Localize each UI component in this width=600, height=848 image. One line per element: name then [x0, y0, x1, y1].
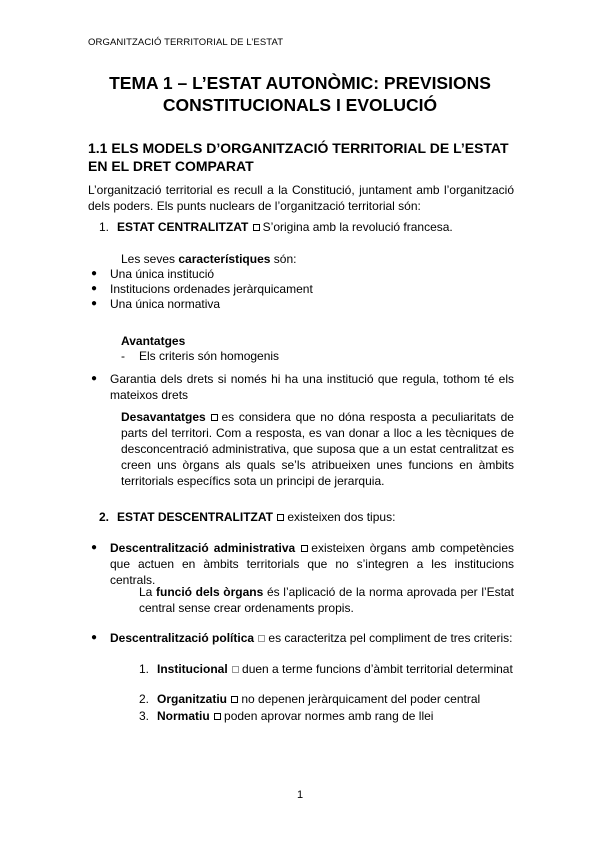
- page-title: TEMA 1 – L’ESTAT AUTONÒMIC: PREVISIONS: [109, 73, 491, 93]
- item-2-line: [117, 509, 395, 525]
- criterion-item: Institucional duen a terme funcions d’àmbit territorial determinat: [157, 662, 513, 676]
- feature-item: Una única institució: [110, 267, 215, 281]
- arrow-box-icon: [211, 414, 218, 421]
- admin-text: existeixen òrgans amb competències que actuen en àmbits territorials que no s’integren a les institucions centrals.: [110, 541, 515, 587]
- section-heading-line-2: EN EL DRET COMPARAT: [88, 158, 254, 174]
- features-intro: Les seves característiques són:: [121, 252, 297, 266]
- running-header: ORGANITZACIÓ TERRITORIAL DE L’ESTAT: [88, 37, 284, 48]
- political-label: Descentralització política: [110, 631, 255, 645]
- intro-paragraph: L’organització territorial es recull a la Constitució, juntament amb l’organització dels poders. Els punts nuclears de l’organització territorial són:: [88, 183, 514, 213]
- political-text: es caracteritza pel compliment de tres criteris:: [268, 631, 513, 645]
- admin-label: Descentralització administrativa: [110, 541, 296, 555]
- item-1-label: ESTAT CENTRALITZAT: [117, 220, 249, 234]
- arrow-box-icon: [253, 224, 260, 231]
- criterion-item: Organitzatiu no depenen jeràrquicament del poder central: [157, 692, 481, 706]
- bullet-icon: ●: [91, 298, 98, 309]
- disadvantages-label: Desavantatges: [121, 410, 206, 424]
- advantage-item: Els criteris són homogenis: [139, 349, 280, 363]
- organs-function: La funció dels òrgans és l’aplicació de la norma aprovada per l’Estat central sense crear ordenaments propis.: [139, 585, 514, 615]
- arrow-box-icon: [232, 666, 239, 673]
- item-1-line: [117, 219, 453, 235]
- bullet-icon: ●: [91, 268, 98, 279]
- criterion-number: 1.: [139, 662, 150, 676]
- dash-marker: -: [121, 349, 125, 363]
- disadvantages-paragraph: [121, 409, 514, 489]
- page-title-line-2: CONSTITUCIONALS I EVOLUCIÓ: [162, 95, 438, 115]
- bullet-icon: ●: [91, 373, 98, 384]
- feature-item: Una única normativa: [110, 297, 221, 311]
- page-number: 1: [296, 789, 304, 801]
- item-1-text: S’origina amb la revolució francesa.: [262, 220, 453, 234]
- arrow-box-icon: [231, 696, 238, 703]
- admin-decentralization: [110, 540, 514, 588]
- feature-item: Institucions ordenades jeràrquicament: [110, 282, 313, 296]
- item-1-number: 1.: [99, 220, 110, 234]
- item-2-text: existeixen dos tipus:: [287, 510, 396, 524]
- arrow-box-icon: [301, 545, 308, 552]
- bullet-icon: ●: [91, 283, 98, 294]
- bullet-icon: ●: [91, 632, 98, 643]
- criterion-number: 2.: [139, 692, 150, 706]
- advantage-item-2: Garantia dels drets si només hi ha una institució que regula, tothom té els mateixos drets: [110, 372, 514, 402]
- advantages-heading: Avantatges: [121, 334, 186, 348]
- arrow-box-icon: [258, 635, 265, 642]
- political-decentralization: [110, 630, 514, 646]
- criterion-item: Normatiu poden aprovar normes amb rang de llei: [157, 709, 434, 723]
- item-2-number: 2.: [99, 510, 110, 524]
- arrow-box-icon: [214, 713, 221, 720]
- criterion-number: 3.: [139, 709, 150, 723]
- disadvantages-text: es considera que no dóna resposta a peculiaritats de parts del territori. Com a resposta, es van donar a lloc a les tècniques de desconcentració administrativa, que suposa que a un estat centralitzat es creen uns òrgans als quals se’ls atribueixen unes funcions en àmbits territorials específics sota un principi de jerarquia.: [121, 410, 514, 488]
- bullet-icon: ●: [91, 542, 98, 553]
- item-2-label: ESTAT DESCENTRALITZAT: [117, 510, 273, 524]
- section-heading: 1.1 ELS MODELS D’ORGANITZACIÓ TERRITORIAL DE L’ESTAT: [88, 140, 509, 156]
- arrow-box-icon: [277, 514, 284, 521]
